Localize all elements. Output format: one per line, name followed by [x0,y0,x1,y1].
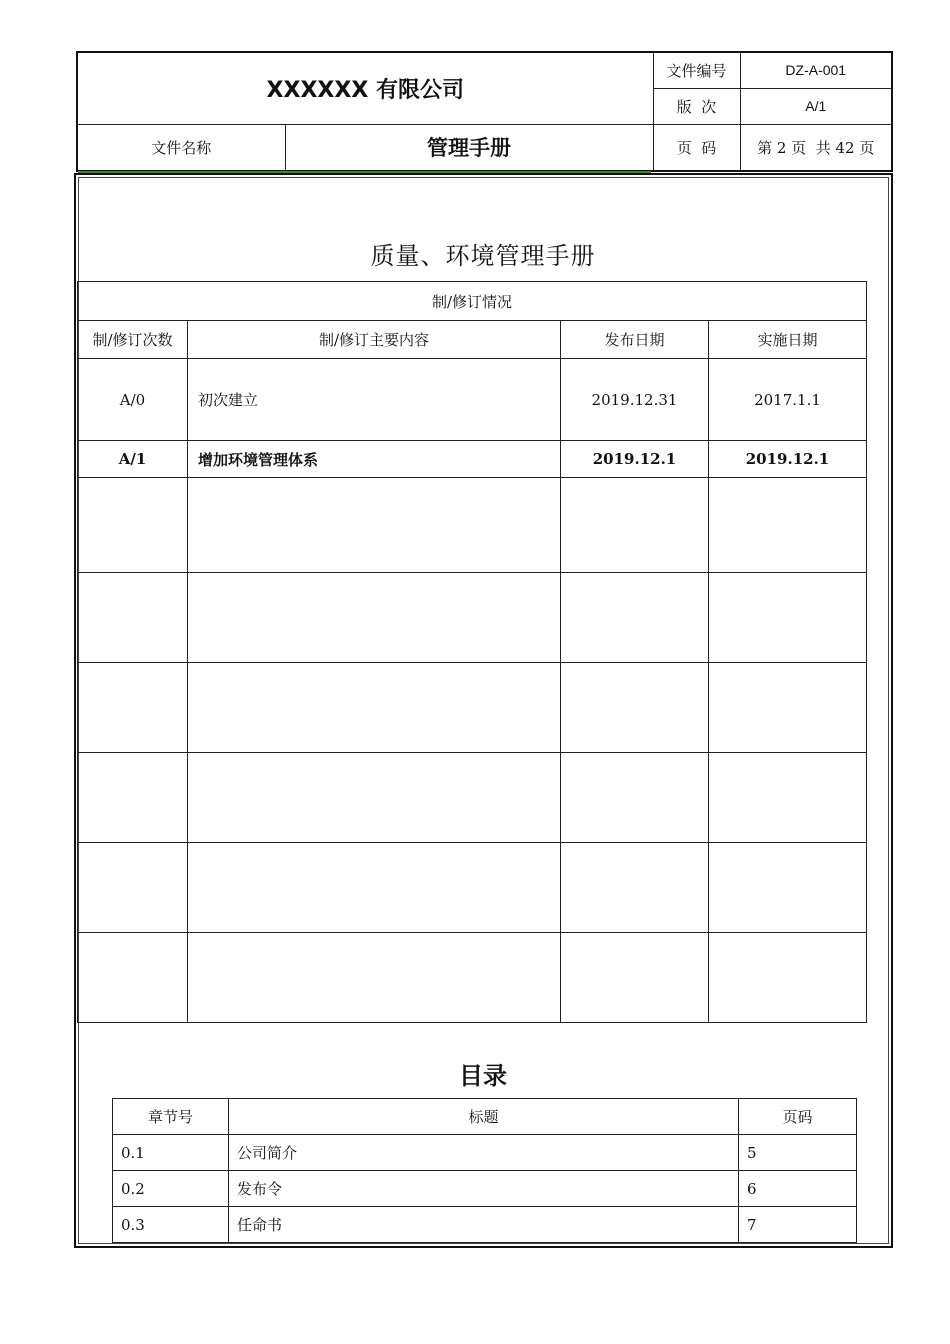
effective-date: 2019.12.1 [709,441,867,478]
toc-row [113,1171,857,1207]
toc-page-no: 7 [739,1207,857,1243]
column-header: 实施日期 [709,321,867,359]
doc-no-value: DZ-A-001 [740,52,892,88]
table-row [78,359,867,441]
toc-section-no: 0.1 [113,1135,229,1171]
file-name-value: 管理手册 [285,124,653,171]
toc-section-no: 0.2 [113,1171,229,1207]
publish-date: 2019.12.1 [561,441,709,478]
effective-date: 2017.1.1 [709,359,867,441]
page-value: 第 2 页 共 42 页 [740,124,892,171]
toc-section-title: 公司简介 [229,1135,739,1171]
revision-no: A/0 [78,359,188,441]
toc-table [112,1098,857,1243]
toc-title: 目录 [459,1062,507,1090]
empty-row [78,663,867,753]
column-header: 制/修订次数 [78,321,188,359]
document-header [76,51,893,172]
company-name: XXXXXX 有限公司 [77,52,653,124]
toc-page-no: 6 [739,1171,857,1207]
toc-page-no: 5 [739,1135,857,1171]
toc-header-row [113,1099,857,1135]
empty-row [78,478,867,573]
file-name-label: 文件名称 [77,124,285,171]
column-header: 发布日期 [561,321,709,359]
revision-content: 增加环境管理体系 [188,441,561,478]
column-header: 页码 [739,1099,857,1135]
empty-row [78,843,867,933]
toc-section-title: 任命书 [229,1207,739,1243]
column-header: 标题 [229,1099,739,1135]
version-value: A/1 [740,88,892,124]
revision-no: A/1 [78,441,188,478]
revision-caption: 制/修订情况 [78,282,867,321]
revision-header-row [78,321,867,359]
publish-date: 2019.12.31 [561,359,709,441]
version-label: 版 次 [653,88,740,124]
page-title: 质量、环境管理手册 [370,242,596,270]
empty-row [78,933,867,1023]
empty-row [78,753,867,843]
toc-row [113,1135,857,1171]
table-row [78,441,867,478]
page-label: 页 码 [653,124,740,171]
toc-section-title: 发布令 [229,1171,739,1207]
toc-row [113,1207,857,1243]
empty-row [78,573,867,663]
toc-section-no: 0.3 [113,1207,229,1243]
column-header: 章节号 [113,1099,229,1135]
doc-no-label: 文件编号 [653,52,740,88]
revision-content: 初次建立 [188,359,561,441]
column-header: 制/修订主要内容 [188,321,561,359]
revision-table [77,281,867,1023]
